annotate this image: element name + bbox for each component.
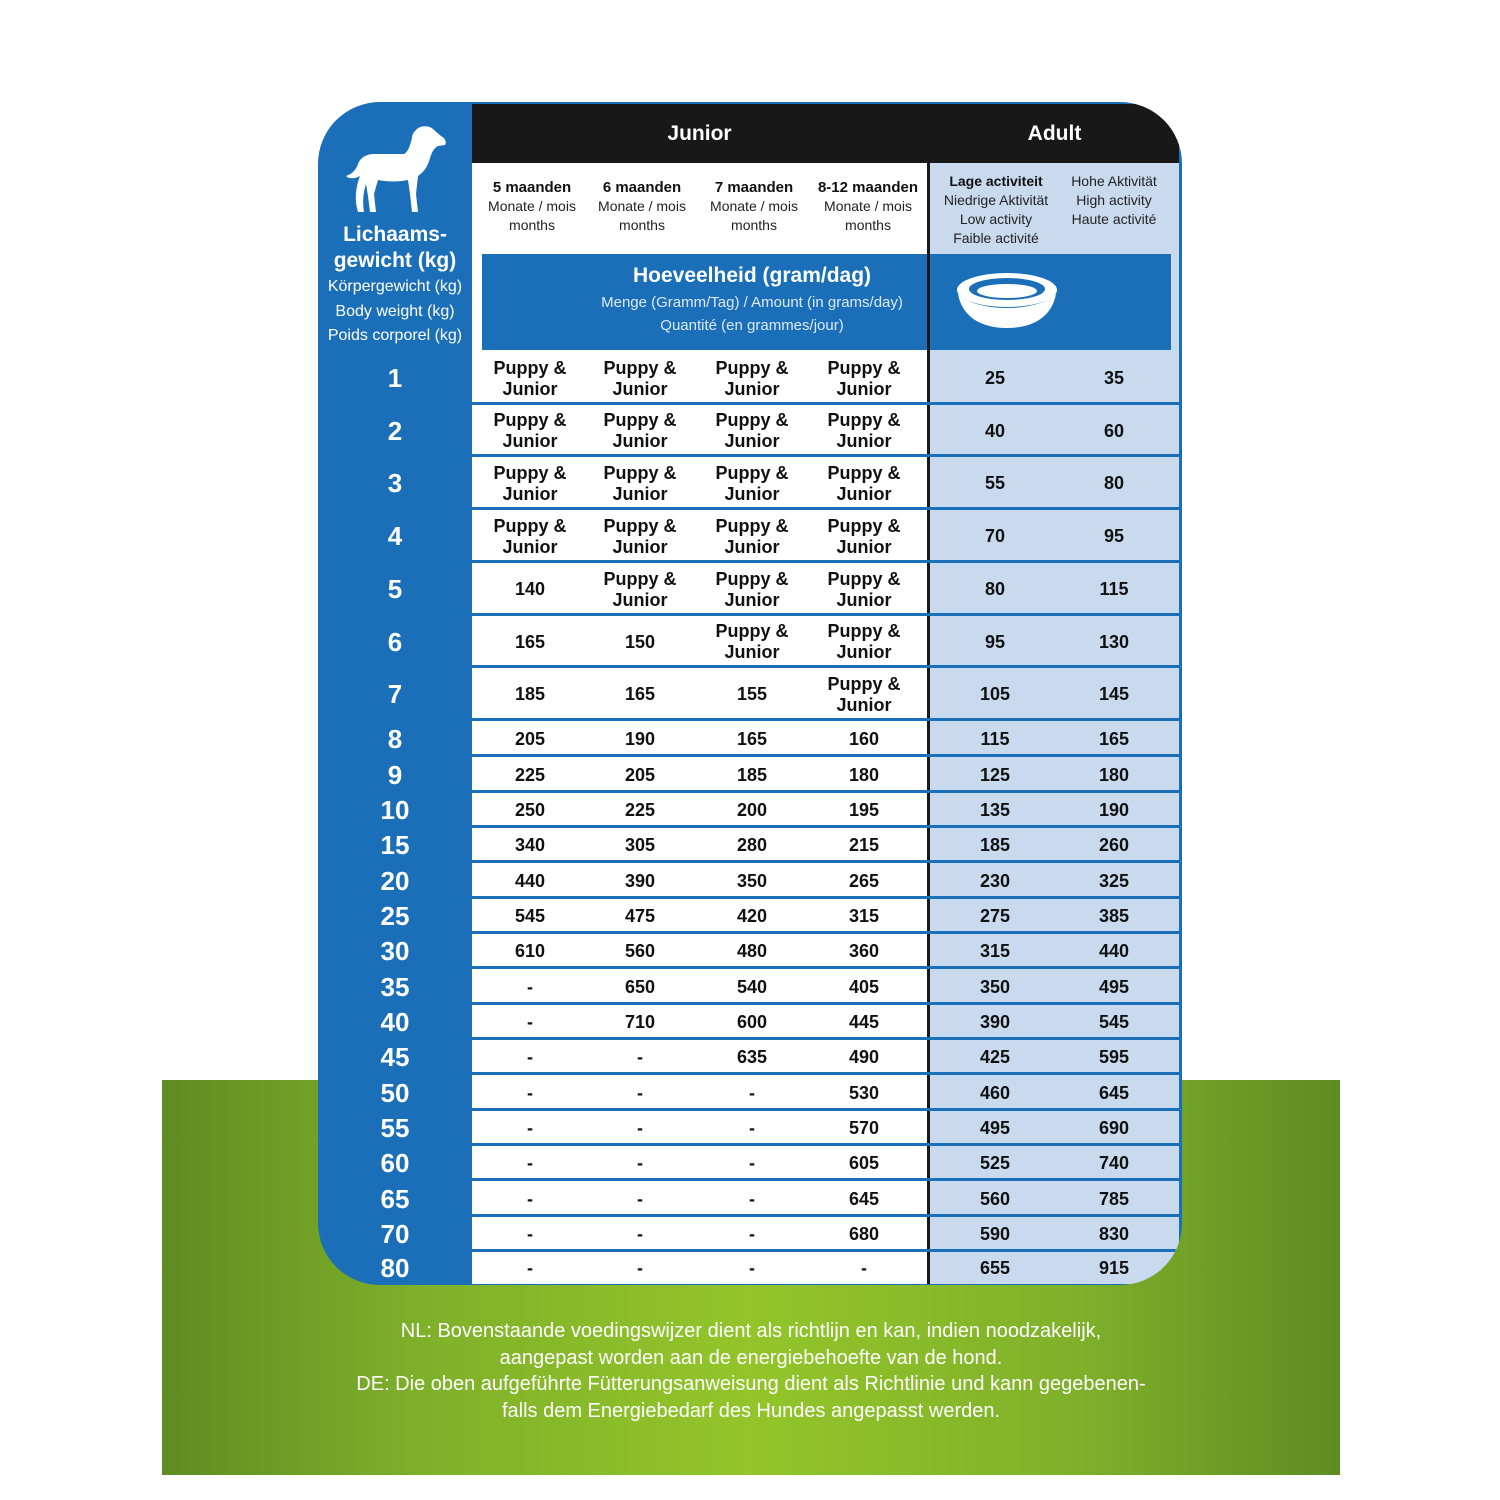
puppy-junior-cell [474,510,586,563]
adult-amount-cell: 315 [979,941,1011,961]
adult-amount-cell: 275 [979,906,1011,926]
adult-amount-cell: 190 [1098,800,1130,820]
puppy-junior-text: Puppy & Junior [715,621,789,662]
puppy-junior-cell [696,510,808,563]
table-row [472,563,1179,616]
junior-amount-cell: 570 [848,1118,880,1138]
column-header-7-months [698,178,810,235]
puppy-junior-text: Puppy & Junior [827,410,901,451]
column-header-5-months [476,178,588,235]
weight-label: 15 [380,830,410,860]
food-bowl-icon [952,264,1062,334]
junior-amount-cell: - [527,1047,533,1067]
junior-amount-cell: 390 [624,870,656,891]
body-weight-en: Body weight (kg) [335,302,455,320]
junior-amount-cell: - [527,976,533,997]
dog-icon [344,124,452,219]
table-row [472,1005,1179,1040]
table-row [472,352,1179,405]
column-header-8-12-months [806,178,930,235]
junior-amount-cell: 200 [736,800,768,820]
junior-amount-cell: - [637,1047,643,1067]
puppy-junior-cell [584,457,696,510]
junior-amount-cell: - [527,1257,533,1278]
column-title: 8-12 maanden [817,179,919,196]
weight-label: 10 [380,795,410,825]
column-header-6-months [586,178,698,235]
column-sub2: months [509,217,555,233]
adult-amount-cell: 460 [979,1082,1011,1103]
junior-amount-cell: - [749,1118,755,1138]
puppy-junior-cell [696,616,808,668]
junior-amount-cell: - [749,1188,755,1209]
adult-amount-cell: 350 [979,976,1011,997]
adult-amount-cell: 60 [1103,420,1125,441]
adult-amount-cell: 645 [1098,1082,1130,1103]
column-title: 5 maanden [492,179,572,196]
amount-subtitle: Menge (Gramm/Tag) / Amount (in grams/day) [601,294,903,311]
weight-label: 60 [380,1148,410,1178]
junior-amount-cell: - [637,1188,643,1209]
junior-amount-cell: 205 [624,764,656,785]
junior-amount-cell: 475 [624,906,656,926]
puppy-junior-cell [474,457,586,510]
weight-label: 25 [380,901,410,931]
weight-label: 70 [380,1219,410,1249]
weight-label: 6 [387,627,403,657]
table-row [472,1146,1179,1181]
junior-amount-cell: 635 [736,1047,768,1067]
puppy-junior-text: Puppy & Junior [603,515,677,557]
table-row [472,757,1179,793]
junior-amount-cell: 140 [514,579,546,599]
adult-amount-cell: 655 [979,1257,1011,1278]
junior-amount-cell: 225 [514,764,546,785]
puppy-junior-cell [474,405,586,457]
adult-amount-cell: 145 [1098,684,1130,704]
column-line: Faible activité [953,230,1039,246]
feeding-table-card [318,102,1182,1285]
junior-amount-cell: - [749,1082,755,1103]
weight-label: 40 [380,1007,410,1037]
table-row [472,1075,1179,1111]
weight-label: 3 [387,468,403,498]
puppy-junior-text: Puppy & Junior [827,673,901,715]
weight-label: 7 [387,679,403,709]
puppy-junior-text: Puppy & Junior [715,357,789,399]
junior-amount-cell: 560 [624,941,656,961]
adult-amount-cell: 590 [979,1224,1011,1244]
weight-label: 4 [387,521,403,551]
junior-amount-cell: - [637,1224,643,1244]
body-weight-fr: Poids corporel (kg) [327,327,463,344]
table-row [472,1217,1179,1252]
adult-amount-cell: 595 [1098,1047,1130,1067]
amount-title: Hoeveelheid (gram/dag) [632,264,872,287]
junior-amount-cell: 195 [848,800,880,820]
junior-amount-cell: 350 [736,870,768,891]
adult-amount-cell: 545 [1098,1012,1130,1032]
column-header-low-activity [934,172,1058,248]
weight-label: 55 [380,1113,410,1143]
junior-amount-cell: 710 [624,1012,656,1032]
junior-amount-cell: 280 [736,835,768,855]
puppy-junior-text: Puppy & Junior [715,462,789,504]
junior-amount-cell: 530 [848,1082,880,1103]
puppy-junior-text: Puppy & Junior [827,568,901,610]
column-sub2: months [619,217,665,233]
note-line: DE: Die oben aufgeführte Fütterungsanweisung dient als Richtlinie und kann gegebenen- [356,1373,1146,1395]
table-row [472,457,1179,510]
puppy-junior-text: Puppy & Junior [827,462,901,504]
body-weight-title [318,222,472,274]
column-title: Lage activiteit [949,173,1043,189]
adult-amount-cell: 325 [1098,870,1130,891]
adult-amount-cell: 180 [1098,764,1130,785]
weight-label: 9 [387,760,403,790]
adult-amount-cell: 260 [1098,835,1130,855]
adult-amount-cell: 80 [1103,473,1125,493]
junior-amount-cell: - [749,1224,755,1244]
puppy-junior-cell [584,405,696,457]
table-row [472,899,1179,934]
adult-amount-cell: 785 [1098,1188,1130,1209]
adult-amount-cell: 495 [979,1118,1011,1138]
column-sub1: Monate / mois [710,198,798,214]
puppy-junior-cell [696,563,808,616]
junior-amount-cell: - [637,1082,643,1103]
adult-amount-cell: 165 [1098,728,1130,749]
junior-amount-cell: - [749,1153,755,1173]
adult-amount-cell: 440 [1098,941,1130,961]
table-row [472,1111,1179,1146]
puppy-junior-text: Puppy & Junior [603,568,677,610]
puppy-junior-cell [808,405,920,457]
junior-amount-cell: - [527,1188,533,1209]
puppy-junior-text: Puppy & Junior [603,410,677,451]
column-line: High activity [1076,192,1152,208]
weight-label: 2 [387,416,403,446]
note-line: falls dem Energiebedarf des Hundes angepasst werden. [501,1399,1001,1422]
junior-amount-cell: - [527,1224,533,1244]
puppy-junior-text: Puppy & Junior [603,357,677,399]
adult-amount-cell: 95 [1103,526,1125,546]
adult-amount-cell: 185 [979,835,1011,855]
column-title: 7 maanden [714,179,794,196]
table-row [472,405,1179,457]
junior-amount-cell: 605 [848,1153,880,1173]
puppy-junior-text: Puppy & Junior [715,410,789,451]
junior-amount-cell: 165 [736,728,768,749]
table-row [472,1040,1179,1075]
table-row [472,934,1179,969]
table-row [472,616,1179,668]
puppy-junior-cell [808,616,920,668]
puppy-junior-text: Puppy & Junior [827,621,901,662]
weight-label: 1 [387,363,403,393]
adult-amount-cell: 525 [979,1153,1011,1173]
junior-amount-cell: 185 [514,684,546,704]
adult-amount-cell: 740 [1098,1153,1130,1173]
table-area [472,104,1179,1284]
adult-amount-cell: 105 [979,684,1011,704]
weight-label: 80 [380,1253,410,1283]
column-line: Haute activité [1071,211,1157,227]
adult-amount-cell: 560 [979,1188,1011,1209]
table-row [472,668,1179,721]
body-weight-title-line1: Lichaams- [343,223,447,246]
adult-amount-cell: 230 [979,870,1011,891]
adult-amount-cell: 690 [1098,1118,1130,1138]
junior-amount-cell: 305 [624,835,656,855]
adult-amount-cell: 80 [984,579,1006,599]
puppy-junior-text: Puppy & Junior [493,410,567,451]
column-header-high-activity [1052,172,1176,229]
adult-amount-cell: 125 [979,764,1011,785]
junior-amount-cell: - [527,1012,533,1032]
weight-label: 35 [380,972,410,1002]
weight-label: 65 [380,1184,410,1214]
junior-amount-cell: 150 [624,631,656,652]
adult-amount-cell: 95 [984,631,1006,652]
column-line: Low activity [959,211,1033,227]
puppy-junior-cell [474,352,586,405]
junior-amount-cell: 680 [848,1224,880,1244]
junior-amount-cell: 160 [848,728,880,749]
feeding-note [162,1318,1340,1424]
puppy-junior-cell [808,352,920,405]
puppy-junior-text: Puppy & Junior [827,515,901,557]
puppy-junior-cell [584,352,696,405]
junior-amount-cell: - [749,1257,755,1278]
puppy-junior-text: Puppy & Junior [715,515,789,557]
adult-amount-cell: 915 [1098,1257,1130,1278]
junior-amount-cell: 360 [848,941,880,961]
junior-amount-cell: - [527,1153,533,1173]
table-row [472,1252,1179,1284]
junior-amount-cell: - [861,1257,867,1278]
note-line: aangepast worden aan de energiebehoefte van de hond. [499,1346,1003,1369]
puppy-junior-cell [584,563,696,616]
note-line: NL: Bovenstaande voedingswijzer dient als richtlijn en kan, indien noodzakelijk, [400,1320,1102,1342]
junior-amount-cell: 490 [848,1047,880,1067]
junior-amount-cell: 190 [624,728,656,749]
puppy-junior-text: Puppy & Junior [715,568,789,610]
junior-amount-cell: - [637,1153,643,1173]
puppy-junior-cell [808,457,920,510]
puppy-junior-cell [808,563,920,616]
junior-amount-cell: 600 [736,1012,768,1032]
adult-amount-cell: 35 [1103,368,1125,388]
table-row [472,863,1179,899]
junior-amount-cell: 315 [848,906,880,926]
adult-amount-cell: 115 [980,728,1010,749]
table-row [472,1181,1179,1217]
junior-amount-cell: 480 [736,941,768,961]
puppy-junior-cell [696,352,808,405]
junior-amount-cell: 445 [848,1012,880,1032]
column-sub1: Monate / mois [598,198,686,214]
column-sub1: Monate / mois [488,198,576,214]
column-title: Hohe Aktivität [1071,173,1157,189]
junior-amount-cell: - [527,1082,533,1103]
junior-header: Junior [472,104,927,163]
table-row [472,510,1179,563]
junior-amount-cell: - [637,1118,643,1138]
adult-amount-cell: 115 [1099,579,1129,599]
junior-amount-cell: 180 [848,764,880,785]
body-weight-de: Körpergewicht (kg) [327,278,463,295]
junior-amount-cell: 440 [514,870,546,891]
junior-amount-cell: 165 [624,684,656,704]
table-row [472,721,1179,757]
puppy-junior-text: Puppy & Junior [493,357,567,399]
puppy-junior-cell [808,668,920,721]
puppy-junior-cell [696,405,808,457]
weight-label: 45 [380,1042,410,1072]
junior-amount-cell: 645 [848,1188,880,1209]
junior-amount-cell: 155 [736,684,768,704]
junior-amount-cell: 250 [514,800,546,820]
adult-header: Adult [930,104,1179,163]
junior-amount-cell: 165 [514,631,546,652]
junior-amount-cell: 185 [736,764,768,785]
adult-amount-cell: 425 [979,1047,1011,1067]
column-line: Niedrige Aktivität [943,192,1049,208]
adult-amount-cell: 390 [979,1012,1011,1032]
junior-amount-cell: 610 [514,941,546,961]
adult-amount-cell: 40 [984,420,1006,441]
junior-amount-cell: 650 [624,976,656,997]
adult-amount-cell: 830 [1098,1224,1130,1244]
table-row [472,969,1179,1005]
column-sub2: months [845,217,891,233]
adult-amount-cell: 130 [1098,631,1130,652]
amount-band [482,254,1171,350]
puppy-junior-cell [696,457,808,510]
column-title: 6 maanden [602,179,682,196]
adult-amount-cell: 25 [984,368,1006,388]
table-row [472,793,1179,828]
junior-amount-cell: 405 [848,976,880,997]
junior-amount-cell: - [637,1257,643,1278]
junior-amount-cell: 265 [848,870,880,891]
junior-amount-cell: 545 [514,906,546,926]
table-row [472,828,1179,863]
body-weight-title-line2: gewicht (kg) [333,249,457,272]
puppy-junior-text: Puppy & Junior [603,462,677,504]
adult-amount-cell: 70 [984,526,1006,546]
weight-label: 20 [380,866,410,896]
junior-amount-cell: 225 [624,800,656,820]
column-sub2: months [731,217,777,233]
puppy-junior-cell [808,510,920,563]
puppy-junior-cell [584,510,696,563]
puppy-junior-text: Puppy & Junior [827,357,901,399]
puppy-junior-text: Puppy & Junior [493,462,567,504]
weight-label: 8 [387,724,403,754]
column-sub1: Monate / mois [824,198,912,214]
adult-amount-cell: 55 [984,473,1006,493]
adult-amount-cell: 135 [979,800,1011,820]
junior-amount-cell: 420 [736,906,768,926]
amount-subtitle-fr: Quantité (en grammes/jour) [660,317,844,334]
weight-label: 50 [380,1078,410,1108]
adult-amount-cell: 385 [1098,906,1130,926]
body-weight-subtitles [318,275,472,349]
puppy-junior-text: Puppy & Junior [493,515,567,557]
junior-amount-cell: 340 [514,835,546,855]
junior-amount-cell: 540 [736,976,768,997]
junior-amount-cell: 205 [514,728,546,749]
adult-amount-cell: 495 [1098,976,1130,997]
junior-amount-cell: - [527,1118,533,1138]
weight-label: 30 [380,936,410,966]
junior-amount-cell: 215 [848,835,880,855]
weight-label: 5 [387,574,403,604]
